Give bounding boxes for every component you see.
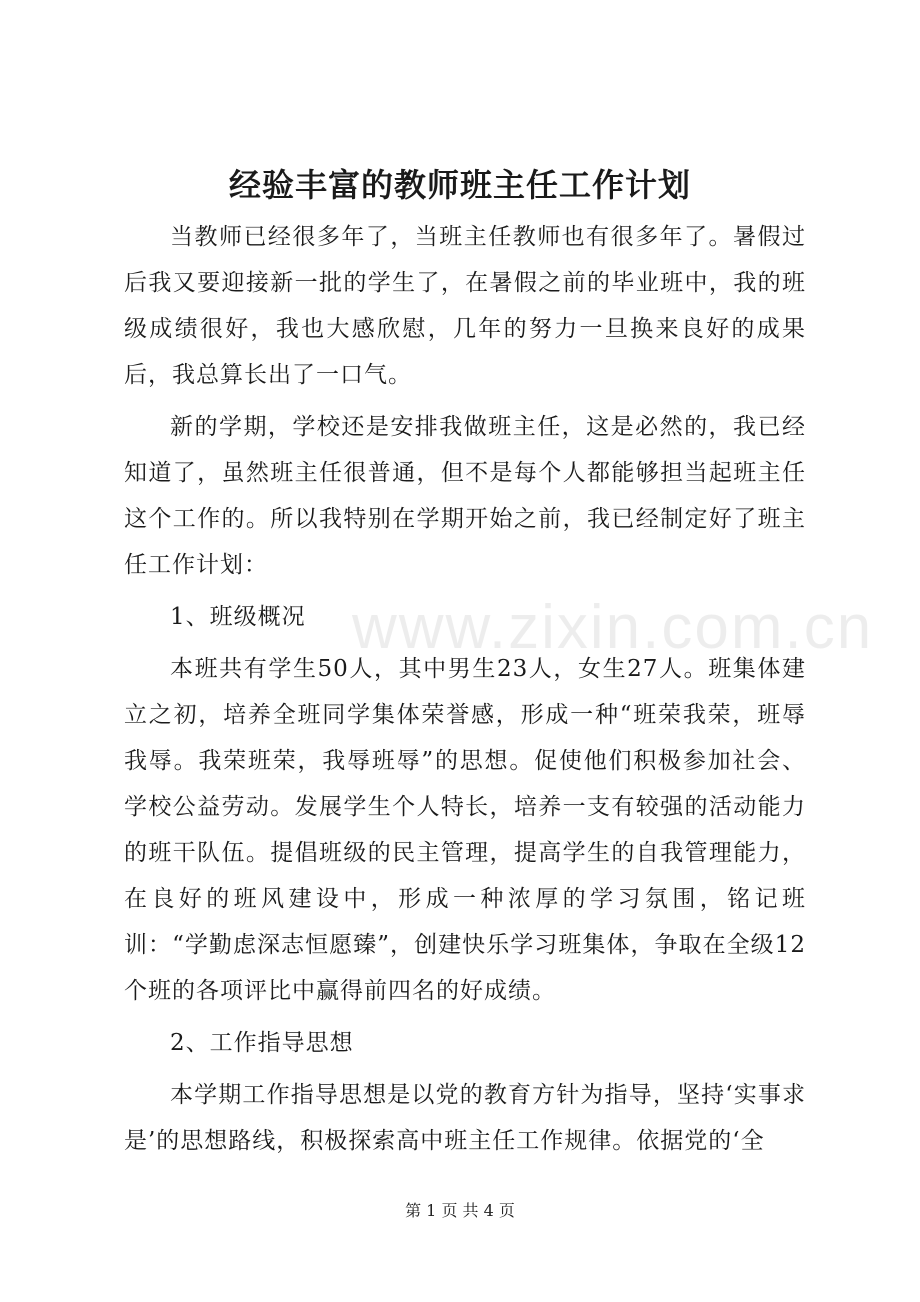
paragraph-new-semester: 新的学期，学校还是安排我做班主任，这是必然的，我已经知道了，虽然班主任很普通，但不是每个人都能够担当起班主任这个工作的。所以我特别在学期开始之前，我已经制定好了班主任工作计划： (124, 414, 806, 578)
section-heading-guiding-idea: 2、工作指导思想 (170, 1030, 354, 1056)
paragraph-intro: 当教师已经很多年了，当班主任教师也有很多年了。暑假过后我又要迎接新一批的学生了，在暑假之前的毕业班中，我的班级成绩很好，我也大感欣慰，几年的努力一旦换来良好的成果后，我总算长出了一口气。 (124, 224, 806, 388)
watermark-logo: www.zixin.com.cn (352, 593, 874, 662)
page-footer: 第 1 页 共 4 页 (405, 1201, 515, 1220)
section-heading-class-overview: 1、班级概况 (170, 604, 306, 630)
document-body (124, 214, 806, 1164)
document-title: 经验丰富的教师班主任工作计划 (228, 166, 691, 204)
paragraph-class-overview: 本班共有学生50人，其中男生23人，女生27人。班集体建立之初，培养全班同学集体荣誉感，形成一种“班荣我荣，班辱我辱。我荣班荣，我辱班辱”的思想。促使他们积极参加社会、学校公益劳动。发展学生个人特长，培养一支有较强的活动能力的班干队伍。提倡班级的民主管理，提高学生的自我管理能力，在良好的班风建设中，形成一种浓厚的学习氛围，铭记班训：“学勤虑深志恒愿臻”，创建快乐学习班集体，争取在全级12个班的各项评比中赢得前四名的好成绩。 (124, 656, 806, 1004)
paragraph-guiding-idea: 本学期工作指导思想是以党的教育方针为指导，坚持‘实事求是’的思想路线，积极探索高中班主任工作规律。依据党的‘全 (124, 1082, 806, 1154)
